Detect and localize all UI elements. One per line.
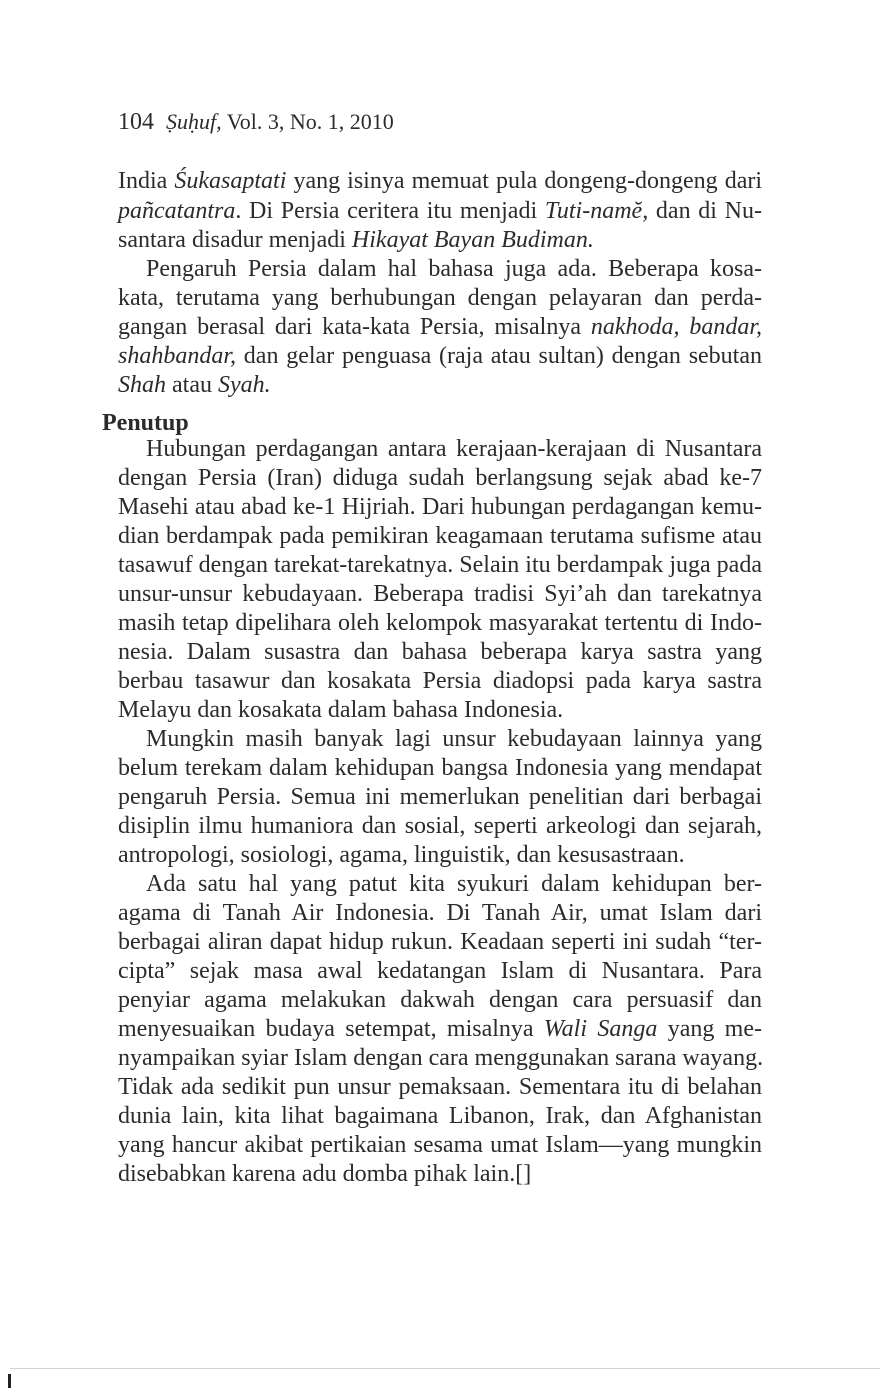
text-line: disebabkan karena adu domba pihak lain.[] — [118, 1161, 532, 1187]
text-line: antropologi, sosiologi, agama, linguistik, dan kesusastraan. — [118, 842, 685, 868]
text-line: masih tetap dipelihara oleh kelompok masyarakat tertentu di Indo- — [118, 610, 762, 636]
text-line: santara disadur menjadi Hikayat Bayan Budiman. — [118, 227, 594, 253]
text-line: India Śukasaptati yang isinya memuat pula dongeng-dongeng dari — [118, 168, 763, 194]
text-line: dian berdampak pada pemikiran keagamaan terutama sufisme atau — [118, 523, 762, 549]
text-line: kata, terutama yang berhubungan dengan pelayaran dan perda- — [118, 285, 762, 311]
scan-edge-line — [10, 1368, 880, 1369]
running-head — [118, 108, 394, 136]
text-line: belum terekam dalam kehidupan bangsa Indonesia yang mendapat — [118, 755, 762, 781]
text-line: Mungkin masih banyak lagi unsur kebudayaan lainnya yang — [146, 726, 762, 752]
text-line: penyiar agama melakukan dakwah dengan cara persuasif dan — [118, 987, 762, 1013]
text-line: nesia. Dalam susastra dan bahasa beberapa karya sastra yang — [118, 639, 762, 665]
text-line: cipta” sejak masa awal kedatangan Islam di Nusantara. Para — [118, 958, 762, 984]
text-line: dengan Persia (Iran) diduga sudah berlangsung sejak abad ke-7 — [118, 465, 762, 491]
text-line: berbau tasawur dan kosakata Persia diadopsi pada karya sastra — [118, 668, 762, 694]
page-number: 104 — [118, 109, 154, 135]
text-line: Hubungan perdagangan antara kerajaan-kerajaan di Nusantara — [146, 436, 762, 462]
text-line: gangan berasal dari kata-kata Persia, misalnya nakhoda, bandar, — [118, 314, 762, 340]
text-line: Tidak ada sedikit pun unsur pemaksaan. Sementara itu di belahan — [118, 1074, 762, 1100]
text-line: Ada satu hal yang patut kita syukuri dalam kehidupan ber- — [146, 871, 762, 897]
text-line: dunia lain, kita lihat bagaimana Libanon, Irak, dan Afghanistan — [118, 1103, 762, 1129]
text-line: menyesuaikan budaya setempat, misalnya Wali Sanga yang me- — [118, 1016, 762, 1042]
text-line: Masehi atau abad ke-1 Hijriah. Dari hubungan perdagangan kemu- — [118, 494, 762, 520]
text-line: agama di Tanah Air Indonesia. Di Tanah Air, umat Islam dari — [118, 900, 762, 926]
text-line: yang hancur akibat pertikaian sesama umat Islam—yang mungkin — [118, 1132, 762, 1158]
text-line: Pengaruh Persia dalam hal bahasa juga ada. Beberapa kosa- — [146, 256, 762, 282]
text-line: tasawuf dengan tarekat-tarekatnya. Selain itu berdampak juga pada — [118, 552, 762, 578]
text-line: disiplin ilmu humaniora dan sosial, seperti arkeologi dan sejarah, — [118, 813, 762, 839]
text-line: Melayu dan kosakata dalam bahasa Indonesia. — [118, 697, 564, 723]
text-line: unsur-unsur kebudayaan. Beberapa tradisi Syi’ah dan tarekatnya — [118, 581, 762, 607]
volume-info: Vol. 3, No. 1, 2010 — [226, 109, 394, 134]
text-line: shahbandar, dan gelar penguasa (raja atau sultan) dengan sebutan — [118, 343, 762, 369]
text-line: pañcatantra. Di Persia ceritera itu menjadi Tuti-namĕ, dan di Nu- — [118, 198, 762, 224]
text-line: pengaruh Persia. Semua ini memerlukan penelitian dari berbagai — [118, 784, 762, 810]
text-line: nyampaikan syiar Islam dengan cara menggunakan sarana wayang. — [118, 1045, 764, 1071]
scan-edge-mark — [8, 1374, 11, 1388]
section-heading: Penutup — [102, 410, 189, 436]
text-line: Shah atau Syah. — [118, 372, 271, 398]
journal-name: Ṣuḥuf, — [166, 109, 222, 134]
text-line: berbagai aliran dapat hidup rukun. Keadaan seperti ini sudah “ter- — [118, 929, 762, 955]
